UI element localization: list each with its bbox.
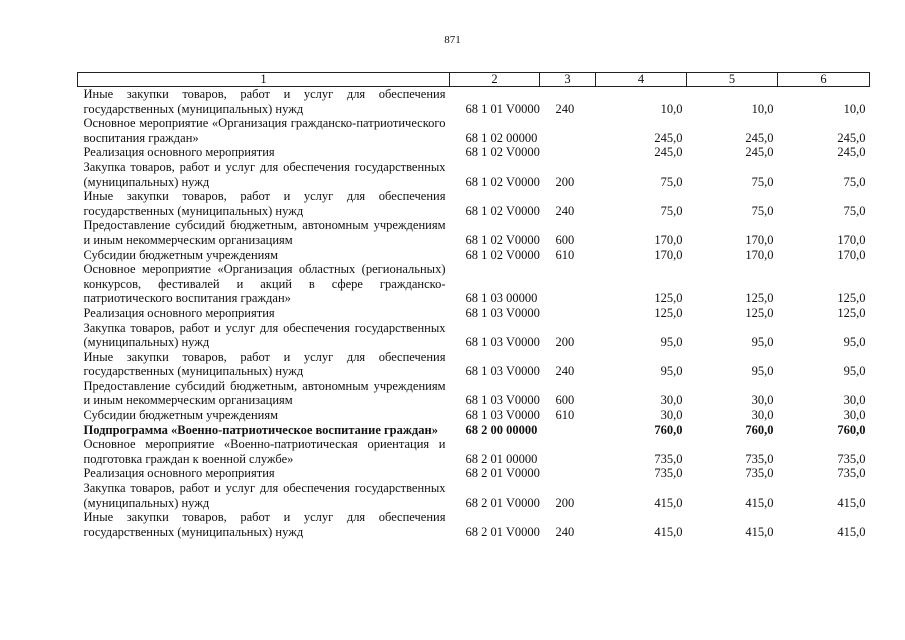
table-row <box>78 437 870 466</box>
row-expense-type-cell <box>540 466 596 481</box>
table-row <box>78 306 870 321</box>
row-value-col6-cell: 95,0 <box>843 335 866 350</box>
row-value-col6-cell: 95,0 <box>843 364 866 379</box>
row-code-cell: 68 1 02 V0000 <box>465 232 540 247</box>
row-expense-type-cell: 240 <box>555 203 575 218</box>
column-header-4: 4 <box>596 73 687 87</box>
table-row <box>78 423 870 438</box>
row-name-cell: Субсидии бюджетным учреждениям <box>83 408 279 423</box>
row-value-col4-cell: 245,0 <box>654 130 683 145</box>
row-value-col6-cell: 75,0 <box>843 174 866 189</box>
page-number: 871 <box>444 34 461 46</box>
row-value-col5-cell: 125,0 <box>745 291 774 306</box>
row-name-cell: Иные закупки товаров, работ и услуг для обеспечения государственных (муниципальных) нужд <box>83 87 446 116</box>
row-value-col5-cell: 170,0 <box>745 247 774 262</box>
row-expense-type-cell: 200 <box>555 335 575 350</box>
row-expense-type-cell <box>540 262 596 306</box>
row-code-cell: 68 1 02 V0000 <box>465 174 540 189</box>
row-value-col5-cell: 415,0 <box>745 524 774 539</box>
row-expense-type-cell: 610 <box>555 247 575 262</box>
row-expense-type-cell <box>540 437 596 466</box>
table-row <box>78 379 870 408</box>
table-row <box>78 481 870 510</box>
row-value-col5-cell: 95,0 <box>751 364 774 379</box>
row-value-col5-cell: 415,0 <box>745 495 774 510</box>
row-value-col5-cell: 30,0 <box>751 393 774 408</box>
table-row <box>78 350 870 379</box>
row-value-col4-cell: 95,0 <box>660 364 683 379</box>
row-code-cell: 68 1 03 V0000 <box>465 393 540 408</box>
row-value-col6-cell: 245,0 <box>837 130 866 145</box>
table-row <box>78 87 870 117</box>
row-name-cell: Подпрограмма «Военно-патриотическое воспитание граждан» <box>83 422 438 437</box>
row-value-col5-cell: 735,0 <box>745 466 774 481</box>
row-code-cell: 68 1 01 V0000 <box>465 101 540 116</box>
row-value-col5-cell: 245,0 <box>745 130 774 145</box>
column-header-1: 1 <box>78 73 450 87</box>
row-value-col5-cell: 30,0 <box>751 408 774 423</box>
row-code-cell: 68 2 01 V0000 <box>465 524 540 539</box>
table-row <box>78 408 870 423</box>
row-value-col5-cell: 735,0 <box>745 451 774 466</box>
row-expense-type-cell: 600 <box>555 393 575 408</box>
row-value-col4-cell: 125,0 <box>654 291 683 306</box>
row-expense-type-cell: 200 <box>555 495 575 510</box>
table-row <box>78 189 870 218</box>
row-value-col4-cell: 760,0 <box>654 422 683 437</box>
table-row <box>78 218 870 247</box>
row-name-cell: Предоставление субсидий бюджетным, автономным учреждениям и иным некоммерческим организациям <box>83 378 446 408</box>
row-expense-type-cell <box>540 423 596 438</box>
row-value-col6-cell: 415,0 <box>837 495 866 510</box>
row-code-cell: 68 1 02 V0000 <box>465 145 540 160</box>
column-header-6: 6 <box>778 73 870 87</box>
row-code-cell: 68 2 01 V0000 <box>465 466 540 481</box>
row-expense-type-cell: 600 <box>555 232 575 247</box>
row-expense-type-cell: 200 <box>555 174 575 189</box>
row-code-cell: 68 1 02 V0000 <box>465 247 540 262</box>
table-row <box>78 321 870 350</box>
row-code-cell: 68 1 02 V0000 <box>465 203 540 218</box>
row-value-col4-cell: 245,0 <box>654 145 683 160</box>
row-value-col5-cell: 10,0 <box>751 101 774 116</box>
row-name-cell: Предоставление субсидий бюджетным, автономным учреждениям и иным некоммерческим организациям <box>83 218 446 247</box>
row-value-col6-cell: 760,0 <box>837 422 866 437</box>
row-name-cell: Реализация основного мероприятия <box>83 466 275 481</box>
row-expense-type-cell: 240 <box>555 364 575 379</box>
row-name-cell: Основное мероприятие «Организация гражданско-патриотического воспитания граждан» <box>83 116 446 145</box>
row-value-col4-cell: 95,0 <box>660 335 683 350</box>
row-value-col5-cell: 75,0 <box>751 203 774 218</box>
column-header-5: 5 <box>687 73 778 87</box>
row-code-cell: 68 1 03 V0000 <box>465 335 540 350</box>
row-value-col4-cell: 170,0 <box>654 232 683 247</box>
row-code-cell: 68 2 01 00000 <box>465 451 538 466</box>
table-row <box>78 160 870 189</box>
row-expense-type-cell <box>540 116 596 145</box>
row-value-col5-cell: 95,0 <box>751 335 774 350</box>
row-name-cell: Субсидии бюджетным учреждениям <box>83 247 279 262</box>
table-row <box>78 262 870 306</box>
row-code-cell: 68 1 03 V0000 <box>465 408 540 423</box>
table-body <box>78 87 870 540</box>
row-expense-type-cell <box>540 306 596 321</box>
table-row <box>78 145 870 160</box>
table-row <box>78 510 870 539</box>
row-value-col5-cell: 170,0 <box>745 232 774 247</box>
row-value-col6-cell: 30,0 <box>843 408 866 423</box>
row-value-col5-cell: 760,0 <box>745 422 774 437</box>
row-name-cell: Иные закупки товаров, работ и услуг для обеспечения государственных (муниципальных) нужд <box>83 349 446 379</box>
table-row <box>78 466 870 481</box>
row-value-col6-cell: 125,0 <box>837 305 866 320</box>
row-value-col5-cell: 125,0 <box>745 305 774 320</box>
row-name-cell: Закупка товаров, работ и услуг для обеспечения государственных (муниципальных) нужд <box>83 320 446 350</box>
row-value-col5-cell: 245,0 <box>745 145 774 160</box>
row-value-col5-cell: 75,0 <box>751 174 774 189</box>
column-header-3: 3 <box>540 73 596 87</box>
row-value-col4-cell: 735,0 <box>654 466 683 481</box>
row-name-cell: Закупка товаров, работ и услуг для обеспечения государственных (муниципальных) нужд <box>83 481 446 510</box>
row-value-col6-cell: 735,0 <box>837 466 866 481</box>
row-value-col6-cell: 30,0 <box>843 393 866 408</box>
row-value-col6-cell: 75,0 <box>843 203 866 218</box>
row-value-col6-cell: 245,0 <box>837 145 866 160</box>
row-value-col4-cell: 415,0 <box>654 524 683 539</box>
budget-table <box>77 72 870 539</box>
row-value-col4-cell: 125,0 <box>654 305 683 320</box>
row-expense-type-cell: 610 <box>555 408 575 423</box>
table-row <box>78 248 870 263</box>
row-value-col4-cell: 10,0 <box>660 101 683 116</box>
row-value-col6-cell: 170,0 <box>837 247 866 262</box>
row-value-col4-cell: 30,0 <box>660 393 683 408</box>
column-header-2: 2 <box>450 73 540 87</box>
row-value-col4-cell: 75,0 <box>660 174 683 189</box>
row-value-col6-cell: 125,0 <box>837 291 866 306</box>
row-code-cell: 68 2 00 00000 <box>465 422 538 437</box>
table-row <box>78 116 870 145</box>
row-value-col6-cell: 415,0 <box>837 524 866 539</box>
row-code-cell: 68 1 03 00000 <box>465 291 538 306</box>
row-code-cell: 68 1 03 V0000 <box>465 305 540 320</box>
row-value-col4-cell: 170,0 <box>654 247 683 262</box>
row-expense-type-cell: 240 <box>555 101 575 116</box>
row-name-cell: Основное мероприятие «Военно-патриотическая ориентация и подготовка граждан к военной службе» <box>83 437 446 466</box>
row-name-cell: Иные закупки товаров, работ и услуг для обеспечения государственных (муниципальных) нужд <box>83 189 446 218</box>
row-name-cell: Закупка товаров, работ и услуг для обеспечения государственных (муниципальных) нужд <box>83 159 446 189</box>
row-value-col6-cell: 10,0 <box>843 101 866 116</box>
row-code-cell: 68 1 02 00000 <box>465 130 538 145</box>
table-header-row <box>78 73 870 87</box>
row-value-col4-cell: 75,0 <box>660 203 683 218</box>
row-value-col4-cell: 415,0 <box>654 495 683 510</box>
row-expense-type-cell: 240 <box>555 524 575 539</box>
row-value-col4-cell: 735,0 <box>654 451 683 466</box>
row-value-col4-cell: 30,0 <box>660 408 683 423</box>
row-code-cell: 68 2 01 V0000 <box>465 495 540 510</box>
row-name-cell: Реализация основного мероприятия <box>83 145 275 160</box>
row-value-col6-cell: 735,0 <box>837 451 866 466</box>
row-code-cell: 68 1 03 V0000 <box>465 364 540 379</box>
row-name-cell: Основное мероприятие «Организация областных (региональных) конкурсов, фестивалей и акций в сфере гражданско-патриотического воспитания граждан» <box>83 262 446 306</box>
row-name-cell: Иные закупки товаров, работ и услуг для обеспечения государственных (муниципальных) нужд <box>83 510 446 539</box>
row-value-col6-cell: 170,0 <box>837 232 866 247</box>
row-name-cell: Реализация основного мероприятия <box>83 305 275 320</box>
row-expense-type-cell <box>540 145 596 160</box>
